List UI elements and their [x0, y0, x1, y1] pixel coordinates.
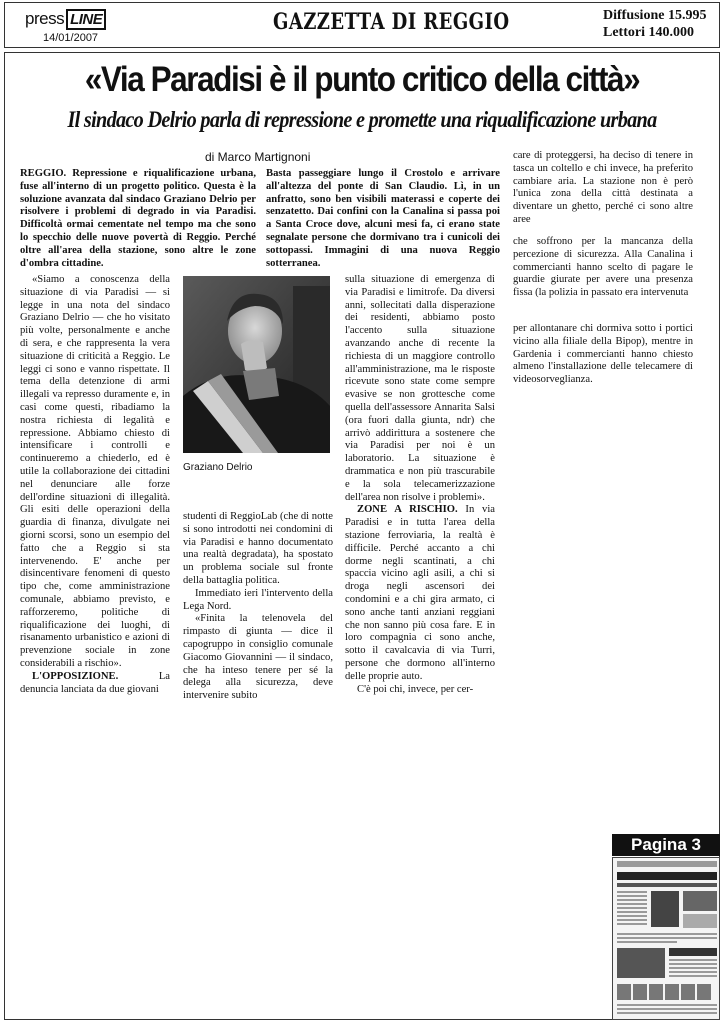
clipping-header [4, 2, 720, 48]
article-headline: «Via Paradisi è il punto critico della città» [84, 60, 640, 99]
newspaper-masthead: GAZZETTA DI REGGIO [273, 9, 510, 35]
lead-paragraph-1 [20, 168, 256, 270]
body-column-4c [513, 323, 693, 387]
col1-paragraph-2: La denuncia lanciata da due giovani [20, 670, 170, 695]
section-opposizione: L'OPPOSIZIONE. [32, 670, 119, 682]
article-subhead: Il sindaco Delrio parla di repressione e promette una riqualificazione urbana [67, 107, 657, 132]
body-column-2 [183, 511, 333, 703]
lettori-count: Lettori 140.000 [603, 25, 694, 40]
body-column-4b [513, 236, 693, 300]
lead-text-1: Repressione e riqualificazione urbana, fuse all'interno di un progetto politico. Questa è la soluzione avanzata dal sindaco Graziano Delrio per risolvere i problemi di degrado in via Paradisi. Difficoltà ormai cementate nel tempo ma che sono lo specchio delle nuove povertà di Reggio. Perché oltre all'area della stazione, sono altre le zone d'ombra cittadine. [20, 168, 256, 269]
lead-paragraph-2 [266, 168, 500, 270]
col3-paragraph-3: C'è poi chi, invece, per cer- [357, 683, 474, 695]
section-zone-a-rischio: ZONE A RISCHIO. [357, 504, 458, 516]
col3-paragraph-2: In via Paradisi e in tutta l'area della stazione ferroviaria, la realtà è difficile. Perché accanto a chi dorme negli scantinati, a chi spaccia vicino agli asili, a chi si droga negli ascensori dei condomini e a chi gira armato, ci sono anche tanti anziani reggiani che non sanno più cosa fare. E in loro compagnia ci sono anche, sotto il cavalcavia di via Turri, persone che dormono all'interno delle proprie auto. [345, 504, 495, 682]
article-byline: di Marco Martignoni [205, 150, 311, 164]
lead-text-2: Basta passeggiare lungo il Crostolo e arrivare all'altezza del ponte di San Claudio. Lì, in un anfratto, sono ben visibili materassi e coperte dei senzatetto. Dai confini con la Canalina si passa poi a Santa Croce dove, alcuni mesi fa, ci erano state segnalate persone che dormivano tra i cunicoli dei sottopassi. Immagini di una nuova Reggio sotterranea. [266, 168, 500, 269]
page-number-badge: Pagina 3 [612, 834, 720, 856]
pressline-logo [25, 9, 106, 29]
brand-press: press [25, 9, 65, 28]
body-column-4a [513, 150, 693, 227]
body-column-3 [345, 274, 495, 696]
diffusione-count: Diffusione 15.995 [603, 8, 707, 23]
circulation-stats [603, 7, 706, 41]
photo-caption: Graziano Delrio [183, 462, 253, 473]
col4-paragraph-c: per allontanare chi dormiva sotto i portici vicino alla filiale della Bipop), mentre in Gardenia i commercianti hanno chiesto almeno l'installazione delle telecamere di videosorveglianza. [513, 323, 693, 386]
col2-paragraph-1: studenti di ReggioLab (che di notte si sono introdotti nei condomini di via Paradisi e hanno documentato una realtà degradata), ha spostato un problema sociale sul fronte della battaglia politica. [183, 511, 333, 586]
brand-line: LINE [66, 9, 106, 30]
portrait-photo-icon [183, 276, 330, 453]
col3-paragraph-1: sulla situazione di emergenza di via Paradisi e limitrofe. Da diversi anni, sollecitati dalla disperazione dei residenti, abbiamo posto l'accento sulla situazione avanzando anche di recente la richiesta di un maggiore controllo all'amministrazione, ma le risposte ricevute sono state come sempre evasive se non grottesche come quella dell'assessore Annarita Salsi (ora fuori dalla giunta, ndr) che arrivò addirittura a sostenere che via Paradisi per noi è un laboratorio. La situazione è drammatica e non più trascurabile e la sola telecamerizzazione dell'area non risolve i problemi». [345, 274, 495, 503]
lead-city: REGGIO. [20, 168, 67, 179]
col4-paragraph-a: care di proteggersi, ha deciso di tenere in tasca un coltello e chi invece, ha preferito cambiare aria. La stazione non è però l'unica zona della città destinata a diventare un ghetto, perché ci sono altre aree [513, 150, 693, 225]
page-thumbnail-icon[interactable] [612, 857, 720, 1020]
col1-paragraph-1: «Siamo a conoscenza della situazione di via Paradisi — si legge in una nota del sindaco Graziano Delrio — che ho visitato più volte, personalmente e anche di sera, e che rappresenta la vera situazione di criticità a Reggio. Le leggi ci sono e vanno rispettate. Il tema della detenzione di armi illegali va represso duramente e, in casi come questi, ribadiamo la nostra richiesta di legalità e repressione. Abbiamo chiesto di intensificare i controlli e continueremo a chiederlo, ed è utile la collaborazione dei cittadini nel denunciare alle forze dell'ordine situazioni di illegalità. Gli esiti delle operazioni della guardia di finanza, divulgate nei giorni scorsi, sono un esempio del fatto che a Reggio si sta intervenendo. E' anche per disincentivare fenomeni di questo tipo che, come amministrazione comunale, abbiamo previsto, e rafforzeremo, politiche di riqualificazione dei luoghi, di risanamento urbanistico e azioni di prevenzione sociale in zone considerabili a rischio». [20, 274, 170, 669]
col2-paragraph-2: Immediato ieri l'intervento della Lega Nord. [183, 587, 333, 612]
clipping-date: 14/01/2007 [43, 32, 99, 44]
col2-paragraph-3: «Finita la telenovela del rimpasto di giunta — dice il capogruppo in consiglio comunale Giacomo Giovannini — il sindaco, che ha inteso tenere per sé la delega alla sicurezza, deve intervenire subito [183, 613, 333, 702]
body-column-1 [20, 274, 170, 696]
col4-paragraph-b: che soffrono per la mancanza della percezione di sicurezza. Alla Canalina i commercianti hanno scelto di pagare le guardie giurate per avere una presenza fissa (la polizia in passato era intervenuta [513, 236, 693, 299]
